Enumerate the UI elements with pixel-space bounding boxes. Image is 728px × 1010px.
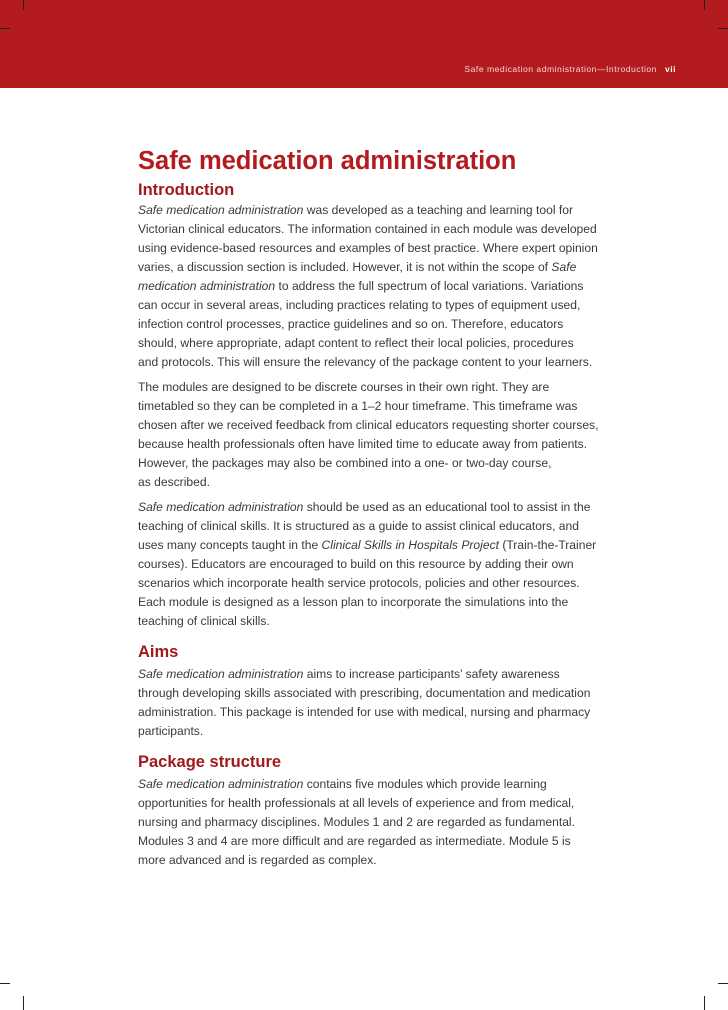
text-line: varies, a discussion section is included. However, it is not within the scope of Safe [138,260,577,274]
text-line: courses). Educators are encouraged to build on this resource by adding their own [138,557,574,571]
package-structure-paragraph [138,775,638,870]
crop-mark [23,996,24,1010]
crop-mark [23,0,24,10]
aims-paragraph [138,665,638,741]
text-line: However, the packages may also be combined into a one- or two-day course, [138,456,552,470]
page-number: vii [664,64,676,74]
text-line: should, where appropriate, adapt content to reflect their local policies, procedures [138,336,574,350]
text-line: teaching of clinical skills. It is structured as a guide to assist clinical educators, and [138,519,579,533]
crop-mark [0,983,10,984]
crop-mark [718,983,728,984]
text-line: Modules 3 and 4 are more difficult and are regarded as intermediate. Module 5 is [138,834,571,848]
running-header [464,64,676,74]
text-line: Safe medication administration aims to increase participants’ safety awareness [138,667,560,681]
text-line: opportunities for health professionals at all levels of experience and from medical, [138,796,575,810]
introduction-paragraph-2 [138,378,638,492]
text-line: chosen after we received feedback from clinical educators requesting shorter courses, [138,418,599,432]
header-band [0,0,728,88]
text-line: through developing skills associated with prescribing, documentation and medication [138,686,591,700]
text-line: Each module is designed as a lesson plan to incorporate the simulations into the [138,595,569,609]
text-line: using evidence-based resources and examples of best practice. Where expert opinion [138,241,598,255]
text-line: The modules are designed to be discrete courses in their own right. They are [138,380,550,394]
text-line: infection control processes, practice guidelines and so on. Therefore, educators [138,317,564,331]
crop-mark [718,28,728,29]
introduction-paragraph-3 [138,498,638,631]
text-line: nursing and pharmacy disciplines. Modules 1 and 2 are regarded as fundamental. [138,815,575,829]
text-line: Safe medication administration should be used as an educational tool to assist in the [138,500,591,514]
running-title: Safe medication administration—Introduction [464,64,657,74]
text-line: as described. [138,475,210,489]
crop-mark [704,996,705,1010]
introduction-paragraph-1 [138,201,638,372]
text-line: Victorian clinical educators. The information contained in each module was developed [138,222,597,236]
text-line: administration. This package is intended for use with medical, nursing and pharmacy [138,705,591,719]
aims-heading: Aims [138,643,179,661]
text-line: uses many concepts taught in the Clinical Skills in Hospitals Project (Train-the-Trainer [138,538,597,552]
page-title: Safe medication administration [138,147,517,175]
page-content [138,145,638,876]
text-line: Safe medication administration was developed as a teaching and learning tool for [138,203,573,217]
text-line: Safe medication administration contains five modules which provide learning [138,777,547,791]
text-line: medication administration to address the full spectrum of local variations. Variations [138,279,584,293]
text-line: and protocols. This will ensure the relevancy of the package content to your learners. [138,355,593,369]
text-line: participants. [138,724,204,738]
crop-mark [0,28,10,29]
crop-mark [704,0,705,10]
package-structure-heading: Package structure [138,753,282,771]
text-line: can occur in several areas, including practices relating to types of equipment used, [138,298,581,312]
text-line: because health professionals often have limited time to educate away from patients. [138,437,588,451]
text-line: scenarios which incorporate health service protocols, policies and other resources. [138,576,580,590]
text-line: timetabled so they can be completed in a 1–2 hour timeframe. This timeframe was [138,399,578,413]
text-line: teaching of clinical skills. [138,614,270,628]
introduction-heading: Introduction [138,181,235,199]
text-line: more advanced and is regarded as complex. [138,853,377,867]
